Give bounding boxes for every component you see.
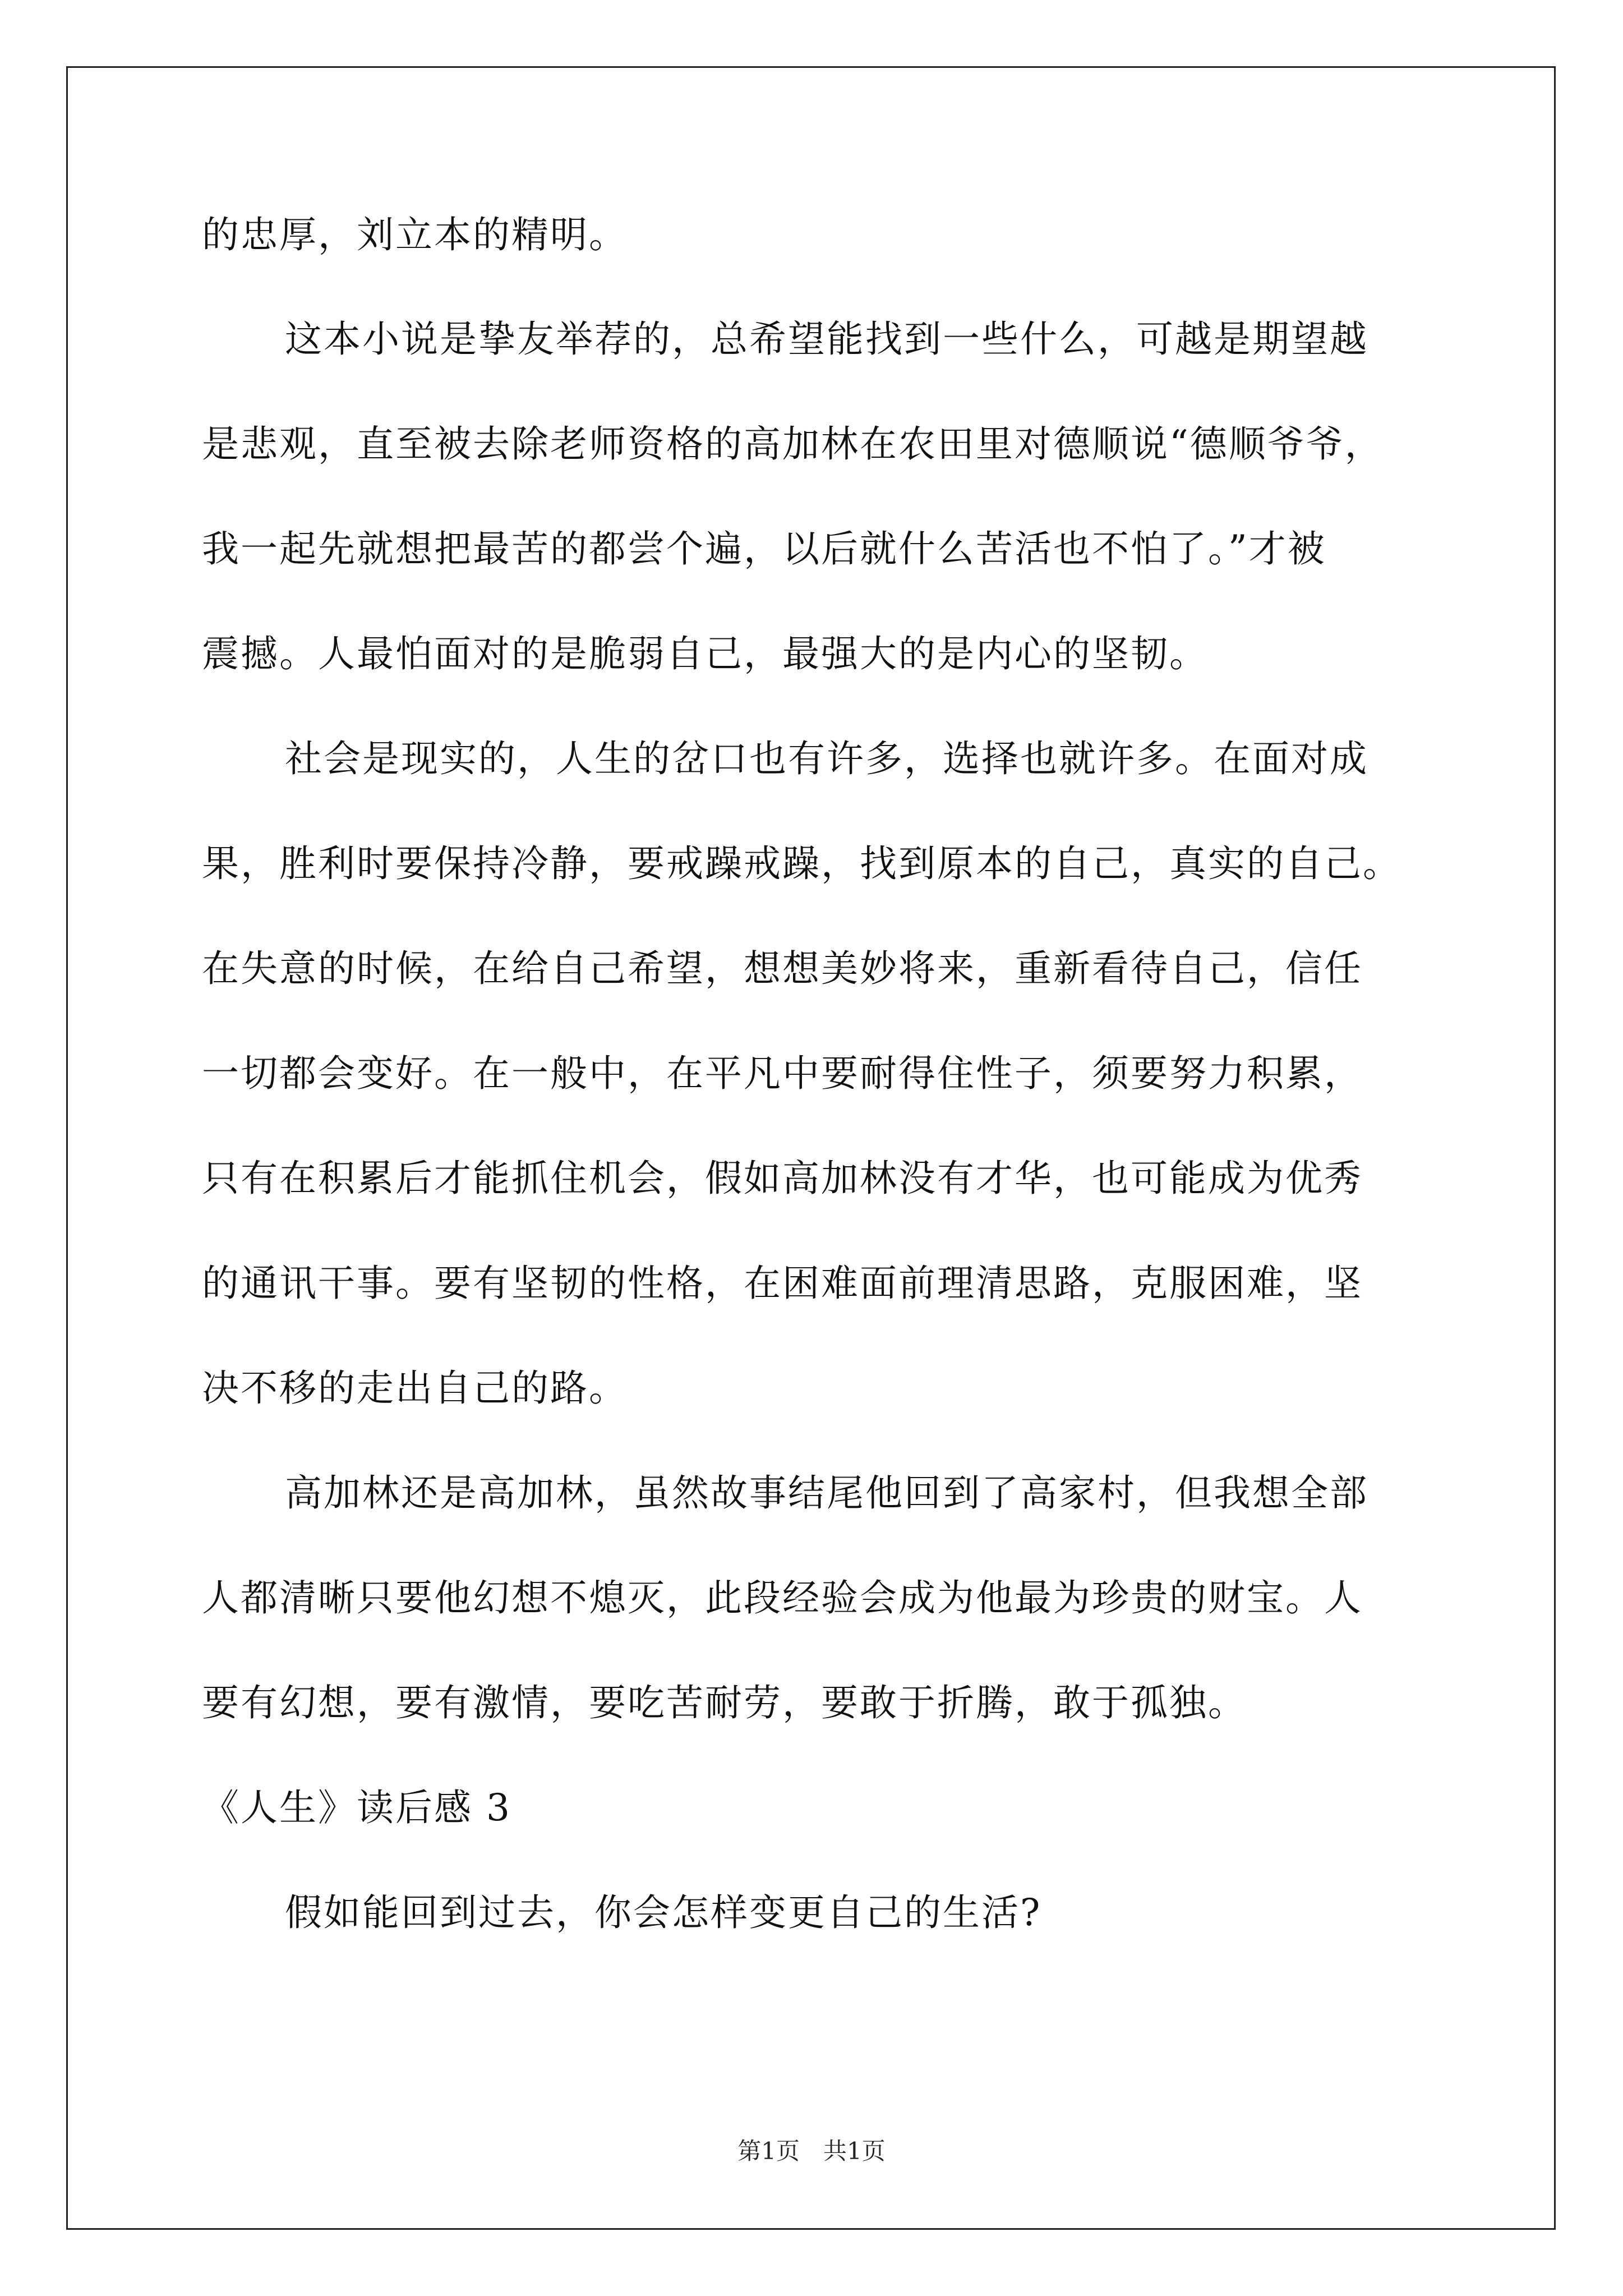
text-line: 这本小说是挚友举荐的，总希望能找到一些什么，可越是期望越 xyxy=(285,318,1368,361)
text-line: 决不移的走出自己的路。 xyxy=(202,1366,628,1410)
text-line: 的忠厚，刘立本的精明。 xyxy=(202,213,628,256)
text-line: 果，胜利时要保持冷静，要戒躁戒躁，找到原本的自己，真实的自己。 xyxy=(202,842,1401,885)
text-line: 是悲观，直至被去除老师资格的高加林在农田里对德顺说“德顺爷爷， xyxy=(202,422,1384,466)
page-footer: 第1页 共1页 xyxy=(737,2137,886,2165)
section-heading: 《人生》读后感 3 xyxy=(202,1786,511,1829)
text-line: 震撼。人最怕面对的是脆弱自己，最强大的是内心的坚韧。 xyxy=(202,632,1208,675)
text-line: 只有在积累后才能抓住机会，假如高加林没有才华，也可能成为优秀 xyxy=(202,1157,1363,1200)
text-line: 人都清晰只要他幻想不熄灭，此段经验会成为他最为珍贵的财宝。人 xyxy=(202,1576,1363,1619)
text-line: 社会是现实的，人生的岔口也有许多，选择也就许多。在面对成 xyxy=(285,737,1368,780)
text-line: 假如能回到过去，你会怎样变更自己的生活? xyxy=(285,1891,1042,1934)
text-line: 在失意的时候，在给自己希望，想想美妙将来，重新看待自己，信任 xyxy=(202,947,1363,990)
text-line: 要有幻想，要有激情，要吃苦耐劳，要敢于折腾，敢于孤独。 xyxy=(202,1681,1247,1724)
text-line: 一切都会变好。在一般中，在平凡中要耐得住性子，须要努力积累， xyxy=(202,1052,1363,1095)
text-line: 高加林还是高加林，虽然故事结尾他回到了高家村，但我想全部 xyxy=(285,1471,1368,1515)
text-line: 的通讯干事。要有坚韧的性格，在困难面前理清思路，克服困难，坚 xyxy=(202,1262,1363,1305)
text-line: 我一起先就想把最苦的都尝个遍，以后就什么苦活也不怕了。”才被 xyxy=(202,527,1326,570)
